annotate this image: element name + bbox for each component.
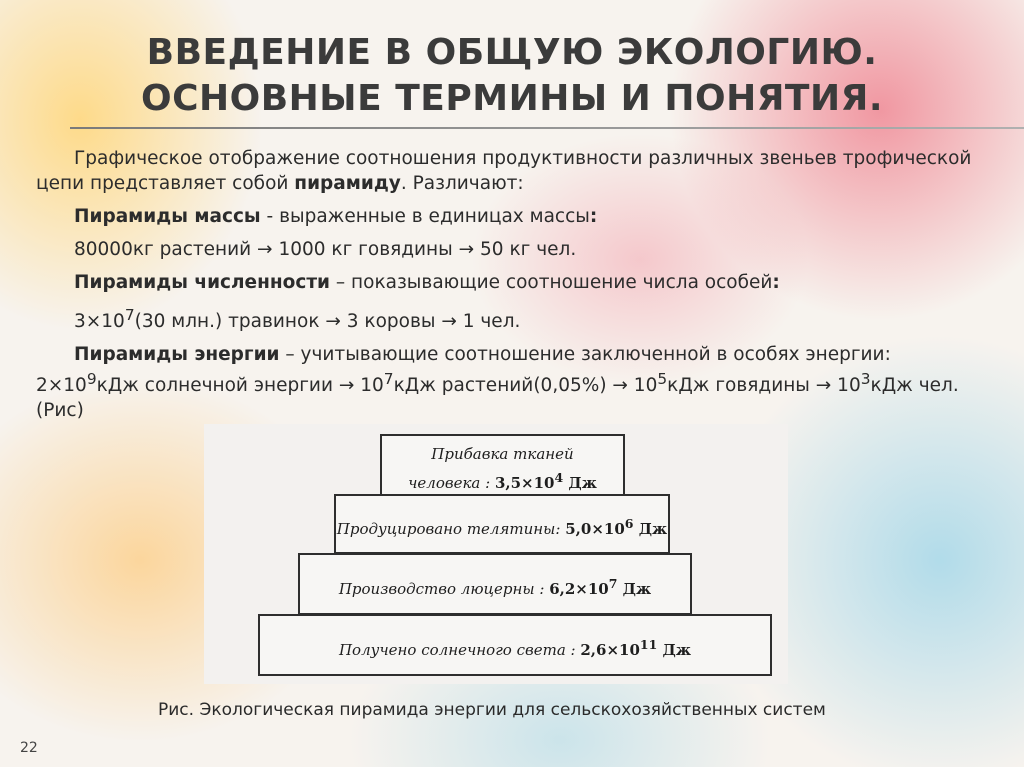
intro-text: Графическое отображение соотношения продуктивности различных звеньев трофической цепи представляет собой — [36, 148, 972, 194]
tier1-value-base: 3,5×10 — [494, 474, 555, 492]
energy-p4: кДж говядины → 10 — [667, 375, 861, 397]
energy-example — [36, 367, 996, 423]
tier4-unit: Дж — [657, 641, 692, 659]
tier1-line1: Прибавка тканей — [431, 445, 574, 463]
slide-title — [0, 30, 1024, 122]
numbers-ex-base: 3×10 — [74, 311, 125, 333]
title-line-1: ВВЕДЕНИЕ В ОБЩУЮ ЭКОЛОГИЮ. — [146, 32, 878, 73]
numbers-definition — [36, 270, 996, 295]
mass-example: 80000кг растений → 1000 кг говядины → 50 кг чел. — [74, 239, 577, 260]
figure-caption: Рис. Экологическая пирамида энергии для сельскохозяйственных систем — [158, 700, 826, 720]
tier3-value-base: 6,2×10 — [549, 580, 609, 598]
intro-paragraph — [36, 146, 996, 196]
tier4-label: Получено солнечного света : — [338, 641, 581, 659]
energy-p1: 2×10 — [36, 375, 87, 397]
energy-p2: кДж солнечной энергии → 10 — [96, 375, 384, 397]
mass-colon: : — [589, 206, 598, 227]
tier1-label: человека : — [408, 474, 495, 492]
energy-term: Пирамиды энергии — [74, 344, 280, 366]
numbers-ex-rest: (30 млн.) травинок → 3 коровы → 1 чел. — [134, 311, 521, 333]
tier1-value — [494, 470, 597, 492]
energy-e2: 7 — [383, 370, 394, 389]
energy-definition — [36, 342, 996, 423]
title-line-2: ОСНОВНЫЕ ТЕРМИНЫ И ПОНЯТИЯ. — [140, 78, 884, 119]
tier2-value — [565, 516, 668, 538]
energy-def: – учитывающие соотношение заключенной в особях энергии: — [279, 344, 891, 366]
tier2-value-exp: 6 — [624, 516, 634, 531]
energy-e4: 3 — [860, 370, 871, 389]
tier4-value-base: 2,6×10 — [580, 641, 640, 659]
numbers-def: – показывающие соотношение числа особей — [330, 272, 773, 293]
tier3-value — [549, 576, 652, 598]
energy-e1: 9 — [86, 370, 97, 389]
mass-definition — [36, 204, 996, 229]
tier3-unit: Дж — [617, 580, 652, 598]
numbers-ex-exp: 7 — [124, 306, 135, 324]
tier4-value-exp: 11 — [639, 637, 658, 652]
numbers-term: Пирамиды численности — [74, 272, 331, 293]
numbers-colon: : — [772, 272, 780, 293]
tier1-value-exp: 4 — [554, 470, 564, 485]
energy-e3: 5 — [657, 370, 668, 389]
energy-p5: кДж чел. (Рис) — [36, 375, 959, 422]
tier1-line2 — [382, 466, 623, 495]
mass-term: Пирамиды массы — [74, 206, 261, 227]
pyramid-tier-alfalfa — [298, 553, 692, 615]
tier2-unit: Дж — [633, 520, 668, 538]
tier3-label: Производство люцерны : — [338, 580, 550, 598]
slide-body — [36, 146, 996, 431]
tier2-label: Продуцировано телятины: — [336, 520, 566, 538]
slide-number: 22 — [20, 740, 38, 756]
title-divider — [70, 127, 1024, 129]
intro-tail: . Различают: — [400, 173, 524, 194]
energy-pyramid-figure — [204, 424, 788, 684]
energy-p3: кДж растений(0,05%) → 10 — [393, 375, 658, 397]
intro-bold-term: пирамиду — [294, 173, 401, 194]
mass-def: - выраженные в единицах массы — [260, 206, 590, 227]
numbers-example — [36, 303, 996, 334]
tier3-value-exp: 7 — [608, 576, 618, 591]
pyramid-tier-sunlight — [258, 614, 772, 676]
tier4-value — [580, 637, 692, 659]
pyramid-tier-veal — [334, 494, 670, 554]
tier2-value-base: 5,0×10 — [565, 520, 625, 538]
tier1-unit: Дж — [563, 474, 597, 492]
pyramid-tier-human — [380, 434, 625, 496]
